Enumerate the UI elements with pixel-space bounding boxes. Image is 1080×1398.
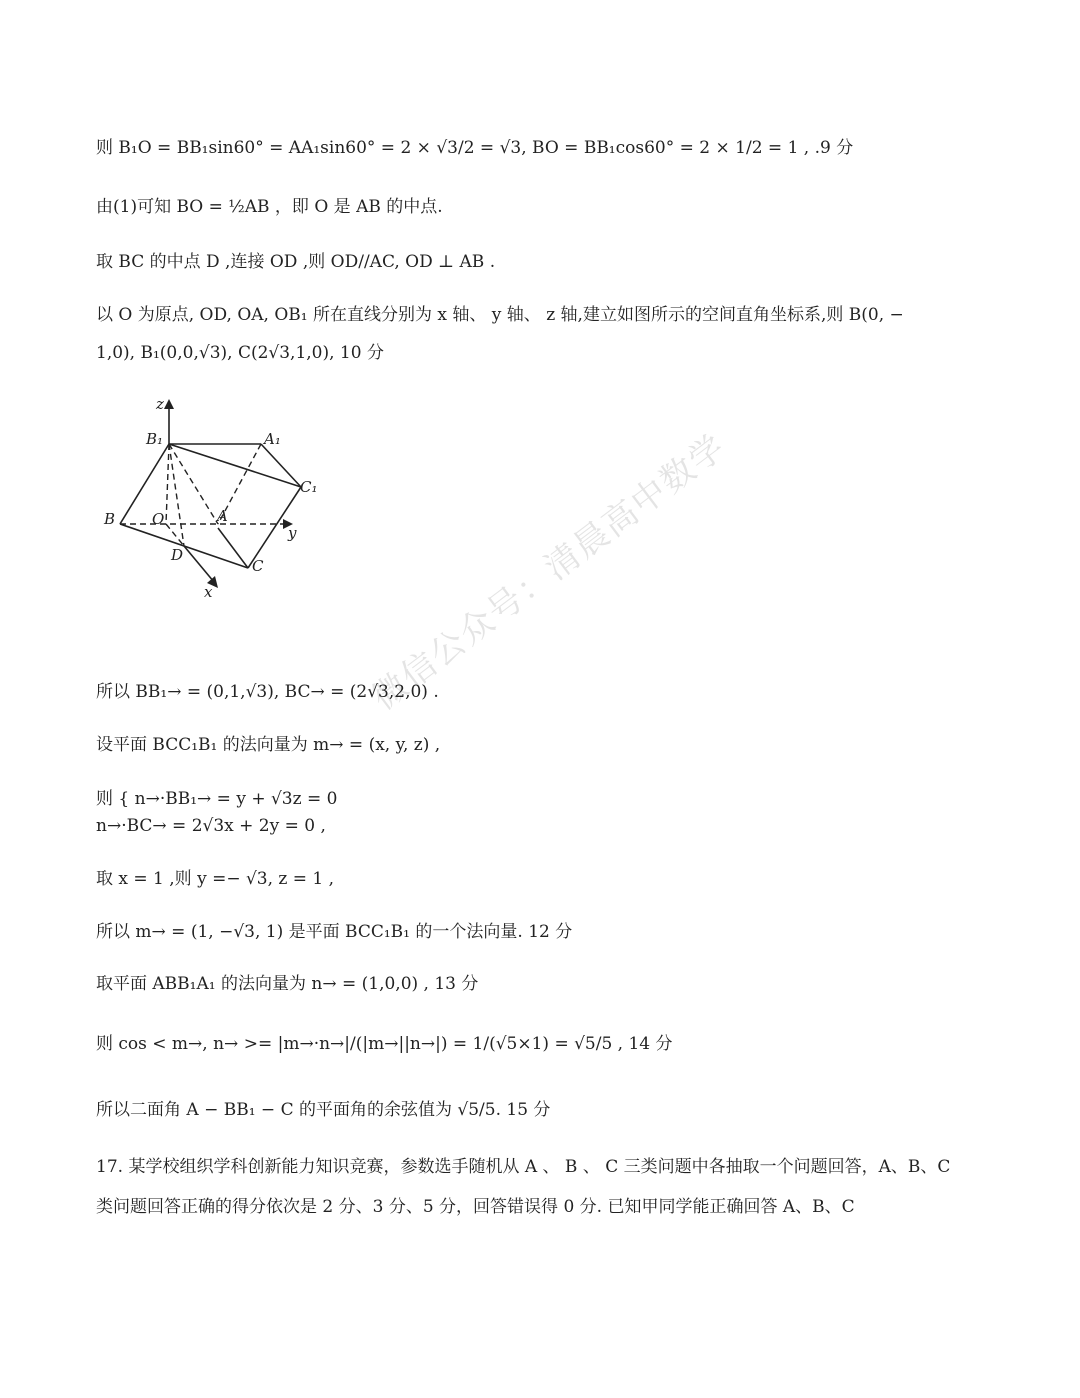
label-z: z bbox=[156, 395, 164, 413]
solution-line-11: 所以 m→ = (1, −√3, 1) 是平面 BCC₁B₁ 的一个法向量. 12 分 bbox=[96, 922, 573, 942]
solution-line-4: 以 O 为原点, OD, OA, OB₁ 所在直线分别为 x 轴、 y 轴、 z 轴,建立如图所示的空间直角坐标系,则 B(0, − bbox=[96, 305, 904, 325]
solution-line-13: 则 cos < m→, n→ >= |m→·n→|/(|m→||n→|) = 1/(√5×1) = √5/5 , 14 分 bbox=[96, 1034, 673, 1054]
solution-line-2: 由(1)可知 BO = ½AB ，即 O 是 AB 的中点. bbox=[96, 197, 443, 217]
z-arrowhead bbox=[164, 399, 174, 409]
label-b: B bbox=[104, 510, 116, 528]
solution-line-8: 则 { n→·BB₁→ = y + √3z = 0 bbox=[96, 789, 338, 809]
label-a1: A₁ bbox=[264, 430, 281, 448]
solution-line-7: 设平面 BCC₁B₁ 的法向量为 m→ = (x, y, z) , bbox=[96, 735, 441, 755]
edge-b1o bbox=[166, 444, 169, 524]
label-d: D bbox=[171, 546, 184, 564]
solution-line-9: n→·BC→ = 2√3x + 2y = 0 , bbox=[96, 816, 326, 836]
label-y: y bbox=[288, 524, 297, 542]
watermark: 微信公众号：清晨高中数学 bbox=[364, 426, 734, 719]
coordinate-figure bbox=[96, 392, 346, 604]
solution-line-5: 1,0), B₁(0,0,√3), C(2√3,1,0), 10 分 bbox=[96, 343, 384, 363]
label-c1: C₁ bbox=[300, 478, 318, 496]
edge-b1a bbox=[169, 444, 218, 524]
solution-line-12: 取平面 ABB₁A₁ 的法向量为 n→ = (1,0,0) , 13 分 bbox=[96, 974, 479, 994]
label-c: C bbox=[252, 557, 264, 575]
segment-b1d bbox=[169, 444, 184, 546]
solution-line-10: 取 x = 1 ,则 y =− √3, z = 1 , bbox=[96, 869, 335, 889]
solution-line-3: 取 BC 的中点 D ,连接 OD ,则 OD//AC, OD ⊥ AB . bbox=[96, 252, 496, 272]
label-x: x bbox=[204, 583, 213, 601]
solution-line-14: 所以二面角 A − BB₁ − C 的平面角的余弦值为 √5/5. 15 分 bbox=[96, 1100, 551, 1120]
problem-17-text: 17. 某学校组织学科创新能力知识竞赛，参数选手随机从 A 、 B 、 C 三类问题中各抽取一个问题回答，A、B、C 类问题回答正确的得分依次是 2 分、3 分、5 分，回答错误得 0 分. 已知甲同学能正确回答 A、B、C bbox=[96, 1157, 951, 1217]
solution-line-6: 所以 BB₁→ = (0,1,√3), BC→ = (2√3,2,0) . bbox=[96, 682, 439, 702]
solution-line-1: 则 B₁O = BB₁sin60° = AA₁sin60° = 2 × √3/2 = √3, BO = BB₁cos60° = 2 × 1/2 = 1 , .9 分 bbox=[96, 138, 854, 158]
label-b1: B₁ bbox=[146, 430, 164, 448]
label-a: A bbox=[217, 507, 228, 525]
label-o: O bbox=[152, 510, 165, 528]
